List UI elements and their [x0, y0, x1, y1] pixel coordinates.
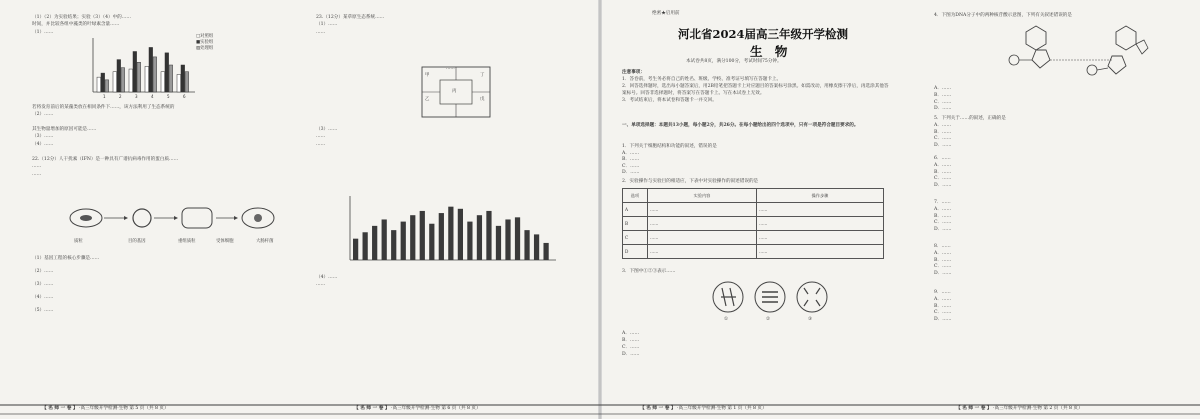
scan-edge-line [0, 413, 1200, 415]
text-line: D．…… [622, 170, 640, 175]
text-line: …… [32, 171, 42, 177]
section-title: 一、单项选择题：本题共13小题，每小题2分，共26分。在每小题给出的四个选项中，只有一项是符合题目要求的。 [622, 123, 859, 128]
option: C．…… [934, 264, 952, 270]
option: C．…… [934, 310, 952, 316]
box-top-label: …… [446, 66, 455, 71]
notice-item: 3．考试结束后，将本试卷和答题卡一并交回。 [622, 97, 717, 103]
text-line: 22.（12分）人干扰素（IFN）是一种具有广谱抗病毒作用的蛋白质…… [32, 157, 179, 162]
text-line: （1）…… [316, 22, 338, 28]
option: A．…… [934, 86, 952, 91]
option: D．…… [934, 183, 952, 189]
option: B．…… [934, 129, 952, 135]
bar [165, 53, 169, 92]
table-cell: …… [648, 203, 757, 217]
option: A．…… [622, 331, 640, 336]
box-label: 乙 [425, 97, 430, 102]
table-header: 操作步骤 [757, 189, 884, 203]
option: D．…… [934, 106, 952, 112]
text-line: 9．…… [934, 290, 951, 295]
box-labels [420, 64, 496, 120]
bar [515, 217, 520, 260]
bar [505, 219, 510, 260]
footer-brand: 【 名 师 一 卷 】 [956, 406, 992, 411]
option: C．…… [934, 99, 952, 105]
gene-engineering-diagram [62, 196, 292, 240]
nucleotide-structure-diagram [992, 20, 1170, 84]
bar [113, 72, 117, 92]
bar [97, 77, 101, 92]
bar [448, 207, 453, 260]
cell-label: ① [724, 317, 728, 322]
x-tick-label: 3 [135, 94, 138, 99]
option: B．…… [622, 338, 640, 343]
bar [496, 226, 501, 260]
bar [177, 74, 181, 92]
bar [372, 226, 377, 260]
option: C．…… [622, 345, 640, 350]
box-label: 丁 [480, 73, 485, 78]
option: A．…… [934, 296, 952, 302]
bar [145, 66, 149, 92]
option: D．…… [622, 352, 640, 357]
text-line: 3．下图中①②③表示…… [622, 269, 676, 274]
question-1 [622, 144, 892, 177]
text-line: 若将发育前后的某藻类放在相同条件下……，该方法利用了生态系统的 [32, 105, 175, 110]
diagram-label: 受体细胞 [216, 239, 234, 244]
bar [401, 222, 406, 260]
question-23-part4 [316, 274, 586, 289]
legend-item: ▨处理组 [196, 46, 214, 51]
option: B．…… [934, 92, 952, 98]
bar [429, 224, 434, 260]
box-label: 戊 [480, 97, 485, 102]
table-header-row [623, 189, 884, 203]
table-row [623, 217, 884, 231]
bar [391, 230, 396, 260]
question-3-options [622, 330, 892, 358]
bar [149, 47, 153, 92]
section-heading [622, 122, 892, 129]
notice-title: 注意事项： [622, 70, 645, 75]
option: B．…… [934, 257, 952, 263]
text-line: 2．实验操作与实验目的相适应，下表中对实验操作的叙述错误的是 [622, 179, 759, 184]
text-line: 23.（12分）某草原生态系统…… [316, 15, 385, 20]
text-line: （4）…… [32, 141, 54, 147]
text-line: 1．下列关于细胞结构和功能的叙述，错误的是 [622, 144, 717, 149]
bar [181, 65, 185, 92]
text-line: （1）…… [32, 29, 54, 35]
text-line: （1）（2）为实验结果；实验（3）（4）中的…… [32, 15, 131, 20]
scan-edge-line [0, 404, 1200, 406]
text-line: …… [316, 134, 326, 140]
text-line: （3）…… [32, 134, 54, 140]
notice-item: 1．答卷前，考生务必将自己的姓名、班级、学校、准考证号填写在答题卡上。 [622, 76, 782, 82]
bar [101, 73, 105, 92]
option: D．…… [934, 227, 952, 233]
option: A．…… [934, 122, 952, 128]
bar [477, 215, 482, 260]
x-tick-label: 4 [151, 94, 154, 99]
bar [133, 52, 137, 93]
info-line: 本试卷共8页，满分100分，考试时间75分钟。 [686, 59, 782, 64]
table-cell: D [623, 245, 648, 259]
box-label: 甲 [425, 73, 430, 78]
chart-legend [196, 34, 256, 52]
text-line: 其生物量增加的原因可能是…… [32, 127, 97, 132]
option: B．…… [934, 169, 952, 175]
option: A．…… [934, 206, 952, 212]
text-line: …… [32, 164, 42, 170]
footer-text: ·高三年级开学检测·生物 第 2 页（共 8 页） [993, 406, 1083, 411]
bar [543, 243, 548, 260]
footer-text: ·高三年级开学检测·生物 第 1 页（共 8 页） [677, 406, 767, 411]
text-line: （4）…… [32, 295, 54, 300]
bar [382, 219, 387, 260]
cell-label: ③ [808, 317, 812, 322]
question-5 [934, 116, 1190, 150]
text-line: …… [316, 282, 326, 288]
legend-item: ■实验组 [196, 40, 214, 45]
bar [105, 80, 109, 92]
bar [153, 57, 157, 92]
page-2 [900, 0, 1200, 419]
question-8 [934, 244, 1190, 278]
top-label: 绝密★启用前 [652, 11, 680, 16]
question-7 [934, 200, 1190, 234]
bar [439, 213, 444, 260]
text-line: 时间，并比较各组中藻类的叶绿素含量…… [32, 22, 120, 28]
x-tick-label: 1 [103, 94, 106, 99]
bar-chart-population [340, 192, 560, 268]
bar [185, 72, 189, 92]
option: B．…… [934, 303, 952, 309]
option: A．…… [934, 162, 952, 168]
question-22 [32, 156, 284, 178]
footer-text: ·高三年级开学检测·生物 第 6 页（共 8 页） [391, 406, 481, 411]
question-9 [934, 290, 1190, 324]
diagram-label: 大肠杆菌 [256, 239, 274, 244]
question-top-block [32, 14, 284, 36]
table-cell: …… [757, 231, 884, 245]
question-23-part3 [316, 126, 586, 148]
question-23 [316, 14, 586, 36]
table-cell: …… [648, 231, 757, 245]
page-1 [600, 0, 900, 419]
answer-lines [32, 252, 284, 317]
table-header: 实验内容 [648, 189, 757, 203]
text-line: …… [316, 141, 326, 147]
table-cell: …… [757, 203, 884, 217]
bar [486, 211, 491, 260]
notice-item: 2．回答选择题时，选出每小题答案后，用2B铅笔把答题卡上对应题目的答案标号涂黑。如需改动，用橡皮擦干净后，再选涂其他答案标号。回答非选择题时，将答案写在答题卡上。写在本试卷上无效。 [622, 83, 889, 96]
text-line: （3）…… [32, 282, 54, 287]
text-line: 7．…… [934, 200, 951, 205]
exam-title: 河北省2024届高三年级开学检测 [678, 27, 849, 41]
bar [169, 65, 173, 92]
text-line: （4）…… [316, 275, 338, 280]
text-line: C．…… [622, 163, 640, 169]
experiment-table [622, 188, 884, 259]
option: D．…… [934, 317, 952, 323]
mid-block-2 [32, 126, 284, 148]
table-cell: C [623, 231, 648, 245]
text-line: 5．下列关于……的叙述，正确的是 [934, 116, 1006, 121]
text-line: （1）基因工程的核心步骤是…… [32, 256, 100, 261]
text-line: …… [316, 29, 326, 35]
bar [524, 230, 529, 260]
bar [467, 222, 472, 260]
cell-label: ② [766, 317, 770, 322]
text-line: B．…… [622, 157, 640, 162]
text-line: 6．…… [934, 156, 951, 161]
notice-block [622, 70, 892, 105]
bar [363, 232, 368, 260]
table-header: 选项 [623, 189, 648, 203]
text-line: A．…… [622, 150, 640, 156]
legend-item: □对照组 [196, 34, 214, 39]
bar [137, 62, 141, 92]
bar [121, 68, 125, 92]
bar [410, 215, 415, 260]
table-cell: …… [757, 245, 884, 259]
option: C．…… [934, 220, 952, 226]
x-tick-label: 5 [167, 94, 170, 99]
bar [534, 234, 539, 260]
option: C．…… [934, 136, 952, 142]
option: D．…… [934, 271, 952, 277]
question-3 [622, 268, 892, 275]
question-4 [934, 12, 1190, 19]
text-line: 8．…… [934, 244, 951, 249]
confidential-label [652, 10, 752, 17]
table-cell: A [623, 203, 648, 217]
footer-brand: 【 名 师 一 卷 】 [42, 406, 78, 411]
footer-text: ·高三年级开学检测·生物 第 5 页（共 8 页） [79, 406, 169, 411]
bar [117, 60, 121, 92]
question-2 [622, 178, 892, 185]
table-row [623, 245, 884, 259]
exam-info [686, 58, 886, 65]
table-cell: …… [757, 217, 884, 231]
diagram-label: 目的基因 [128, 239, 146, 244]
x-tick-label: 6 [183, 94, 186, 99]
mid-block [32, 104, 284, 119]
x-tick-label: 2 [119, 94, 122, 99]
bar [353, 239, 358, 260]
table-cell: …… [648, 217, 757, 231]
bar [129, 69, 133, 92]
text-line: （3）…… [316, 127, 338, 132]
diagram-label: 质粒 [74, 239, 83, 244]
subject-title: 生 物 [750, 44, 792, 59]
diagram-label: 重组质粒 [178, 239, 196, 244]
page-5 [0, 0, 300, 419]
table-cell: B [623, 217, 648, 231]
text-line: （2）…… [32, 269, 54, 274]
option: B．…… [934, 213, 952, 219]
question-4-options [934, 86, 1190, 113]
text-line: 4．下图为DNA分子中的两种核苷酸示意图，下列有关叙述错误的是 [934, 13, 1072, 18]
footer-brand: 【 名 师 一 卷 】 [354, 406, 390, 411]
page-6 [300, 0, 600, 419]
question-6 [934, 156, 1190, 190]
bar [458, 209, 463, 260]
option: D．…… [934, 143, 952, 149]
bar [161, 72, 165, 92]
box-label: 丙 [452, 89, 457, 94]
table-row [623, 231, 884, 245]
cell-division-diagram [710, 276, 830, 318]
table-cell: …… [648, 245, 757, 259]
option: A．…… [934, 250, 952, 256]
text-line: （5）…… [32, 308, 54, 313]
footer-brand: 【 名 师 一 卷 】 [640, 406, 676, 411]
option: C．…… [934, 176, 952, 182]
bar [420, 211, 425, 260]
table-row [623, 203, 884, 217]
text-line: （2）…… [32, 112, 54, 118]
